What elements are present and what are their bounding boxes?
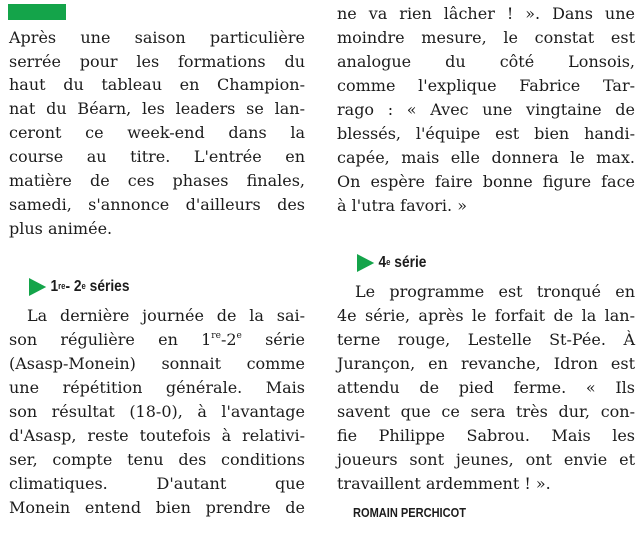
body-line: une répétition générale. Mais xyxy=(9,378,305,397)
body-line: 4e série, après le forfait de la lan- xyxy=(337,306,635,325)
body-line: travaillent ardemment ! ». xyxy=(337,474,551,493)
intro-line: serrée pour les formations du xyxy=(9,52,305,71)
body-superscript: re xyxy=(211,330,221,341)
heading-superscript: e xyxy=(81,281,86,291)
intro-line: nat du Béarn, les leaders se lan- xyxy=(9,99,305,118)
body-line: comme l'explique Fabrice Tar- xyxy=(337,76,635,95)
body-line: capée, mais elle donnera le max. xyxy=(337,148,635,167)
body-line: rago : « Avec une vingtaine de xyxy=(337,100,635,119)
intro-line: plus animée. xyxy=(9,219,113,238)
body-line: La dernière journée de la sai- xyxy=(27,306,305,325)
intro-line: course au titre. L'entrée en xyxy=(9,147,305,166)
body-line: analogue du côté Lonsois, xyxy=(337,52,635,71)
body-line: climatiques. D'autant que xyxy=(9,474,305,493)
intro-line: haut du tableau en Champion- xyxy=(9,75,305,94)
body-line xyxy=(9,332,305,348)
play-triangle-icon xyxy=(29,278,46,296)
play-triangle-icon xyxy=(357,254,374,272)
intro-line: ceront ce week-end dans la xyxy=(9,123,305,142)
heading-superscript: re xyxy=(58,281,66,291)
body-line: moindre mesure, le constat est xyxy=(337,28,635,47)
heading-text: - 2 xyxy=(65,278,82,295)
body-line: ne va rien lâcher ! ». Dans une xyxy=(337,4,635,23)
heading-text: 4 xyxy=(378,254,387,271)
body-line: attendu de pied ferme. « Ils xyxy=(337,378,635,397)
body-line: (Asasp-Monein) sonnait comme xyxy=(9,354,305,373)
body-superscript: e xyxy=(236,330,242,341)
intro-line: Après une saison particulière xyxy=(9,28,305,47)
intro-line: samedi, s'annonce d'ailleurs des xyxy=(9,195,305,214)
heading-superscript: e xyxy=(386,257,391,267)
body-text: son régulière en 1 xyxy=(9,330,212,349)
body-text: -2 xyxy=(220,330,237,349)
body-line: Le programme est tronqué en xyxy=(355,282,635,301)
author-signature: ROMAIN PERCHICOT xyxy=(353,505,466,520)
body-line: On espère faire bonne figure face xyxy=(337,172,635,191)
section-heading-1re-2e-series xyxy=(29,278,129,296)
body-line: d'Asasp, reste toutefois à relativi- xyxy=(9,426,305,445)
section-color-bar xyxy=(8,4,66,20)
body-line: savent que ce sera très dur, con- xyxy=(337,402,635,421)
heading-text: séries xyxy=(85,278,130,295)
intro-line: matière de ces phases finales, xyxy=(9,171,305,190)
section-heading-4e-serie xyxy=(357,254,426,272)
body-line: Monein entend bien prendre de xyxy=(9,498,305,517)
heading-text: série xyxy=(390,254,427,271)
body-line: ser, compte tenu des conditions xyxy=(9,450,305,469)
body-line: Jurançon, en revanche, Idron est xyxy=(337,354,635,373)
body-line: blessés, l'équipe est bien handi- xyxy=(337,124,635,143)
body-line: joueurs sont jeunes, ont envie et xyxy=(337,450,635,469)
body-line: fie Philippe Sabrou. Mais les xyxy=(337,426,635,445)
body-line: terne rouge, Lestelle St-Pée. À xyxy=(337,330,635,349)
body-text: série xyxy=(241,330,306,349)
body-line: son résultat (18-0), à l'avantage xyxy=(9,402,305,421)
heading-text: 1 xyxy=(50,278,59,295)
body-line: à l'utra favori. » xyxy=(337,196,468,215)
